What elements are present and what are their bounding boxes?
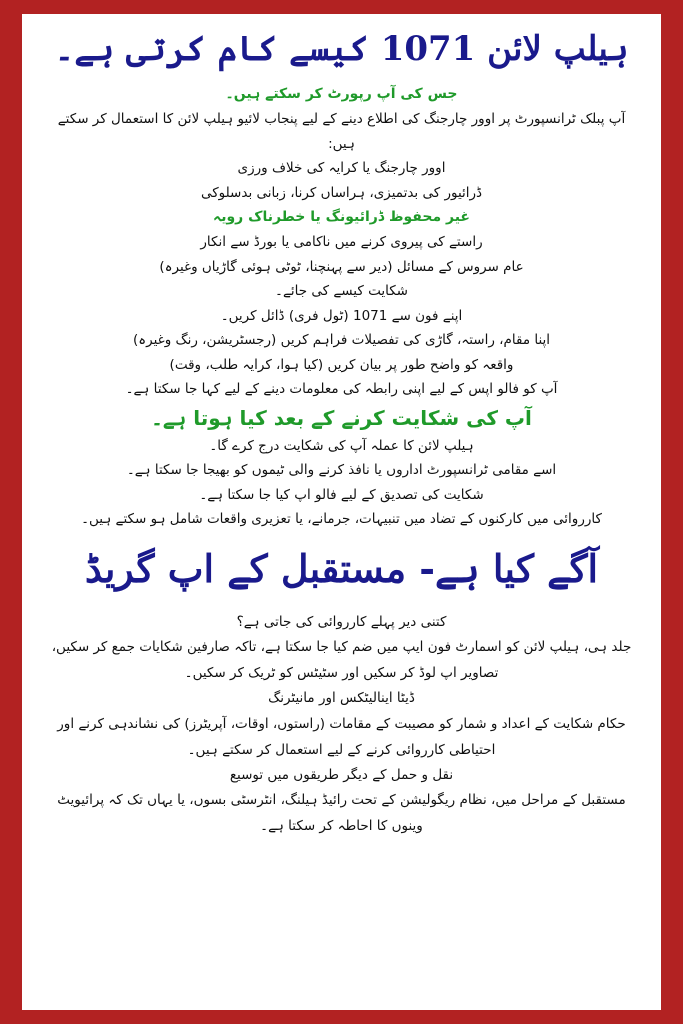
text-line: آپ کو فالو اپس کے لیے اپنی رابطہ کی معلومات دینے کے لیے کہا جا سکتا ہے۔ <box>125 381 558 397</box>
text-line: کارروائی میں کارکنوں کے تضاد میں تنبیہات، جرمانے، یا تعزیری واقعات شامل ہو سکتے ہیں۔ <box>81 511 602 527</box>
text-line: واقعہ کو واضح طور پر بیان کریں (کیا ہوا، کرایہ طلب، وقت) <box>169 356 514 373</box>
text-line: اوور چارجنگ یا کرایہ کی خلاف ورزی <box>237 160 446 176</box>
text-line: آپ پبلک ٹرانسپورٹ پر اوور چارجنگ کی اطلاع دینے کے لیے پنجاب لائیو ہیلپ لائن کا استعمال کر سکتے ہیں: <box>57 111 626 152</box>
text-line: راستے کی پیروی کرنے میں ناکامی یا بورڈ سے انکار <box>200 234 483 250</box>
text-line: شکایت کیسے کی جائے۔ <box>275 283 408 299</box>
question-line: ڈیٹا اینالیٹکس اور مانیٹرنگ <box>268 690 415 706</box>
section-heading-reportable: جس کی آپ رپورٹ کر سکتے ہیں۔ <box>225 86 458 102</box>
text-line: اپنے فون سے 1071 (ٹول فری) ڈائل کریں۔ <box>220 307 463 324</box>
question-line: کتنی دیر پہلے کارروائی کی جاتی ہے؟ <box>236 613 447 630</box>
paragraph: حکام شکایت کے اعداد و شمار کو مصیبت کے مقامات (راستوں، اوقات، آپریٹرز) کی نشاندہی کرنے اور احتیاطی کارروائی کرنے کے لیے استعمال کر سکتے ہیں۔ <box>57 715 626 758</box>
text-line: اسے مقامی ٹرانسپورٹ اداروں یا نافذ کرنے والی ٹیموں کو بھیجا جا سکتا ہے۔ <box>126 462 557 478</box>
text-line: ڈرائیور کی بدتمیزی، ہراساں کرنا، زبانی بدسلوکی <box>200 184 483 201</box>
future-heading: آگے کیا ہے- مستقبل کے اپ گریڈ <box>84 545 599 591</box>
text-line: اپنا مقام، راستہ، گاڑی کی تفصیلات فراہم کریں (رجسٹریشن، رنگ وغیرہ) <box>132 332 551 348</box>
paragraph: جلد ہی، ہیلپ لائن کو اسمارٹ فون ایپ میں ضم کیا جا سکتا ہے، تاکہ صارفین شکایات جمع کر سکیں، تصاویر اپ لوڈ کر سکیں اور سٹیٹس کو ٹریک کر سکیں۔ <box>51 639 632 681</box>
document-page <box>22 14 661 1010</box>
section-heading-unsafe-driving: غیر محفوظ ڈرائیونگ یا خطرناک رویہ <box>213 209 470 225</box>
paragraph: مستقبل کے مراحل میں، نظام ریگولیشن کے تحت رائیڈ ہیلنگ، انٹرسٹی بسوں، یا یہاں تک کہ پرائیویٹ وینوں کا احاطہ کر سکتا ہے۔ <box>57 792 626 834</box>
section-heading-after-complaint: آپ کی شکایت کرنے کے بعد کیا ہوتا ہے۔ <box>151 405 532 430</box>
text-line: شکایت کی تصدیق کے لیے فالو اپ کیا جا سکتا ہے۔ <box>199 486 484 503</box>
page-title: ہیلپ لائن 1071 کیسے کام کرتی ہے۔ <box>54 29 629 69</box>
question-line: نقل و حمل کے دیگر طریقوں میں توسیع <box>229 766 454 783</box>
text-line: عام سروس کے مسائل (دیر سے پہنچنا، ٹوٹی ہوئی گاڑیاں وغیرہ) <box>159 258 524 275</box>
text-line: ہیلپ لائن کا عملہ آپ کی شکایت درج کرے گا۔ <box>209 437 474 454</box>
